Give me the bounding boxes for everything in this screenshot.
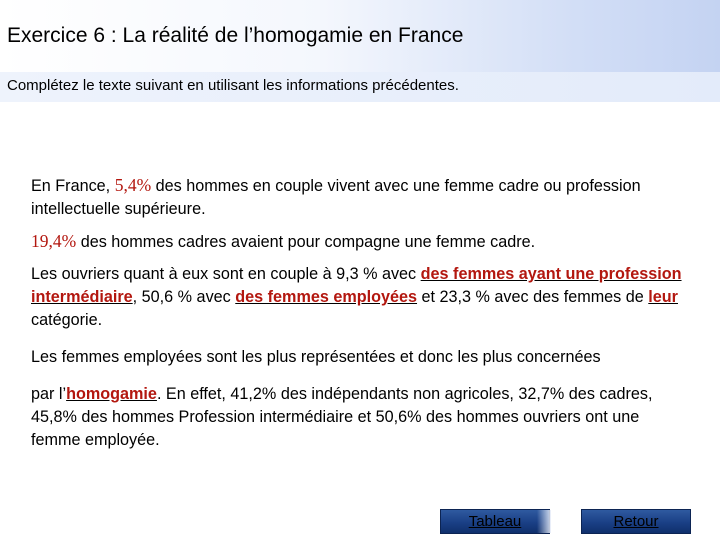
tableau-button[interactable]: Tableau [440, 509, 550, 534]
instructions: Complétez le texte suivant en utilisant les informations précédentes. [7, 77, 459, 94]
page-title: Exercice 6 : La réalité de l’homogamie en France [7, 24, 464, 47]
answer-profession-intermediaire: des femmes ayant une profession intermédiaire [31, 265, 682, 306]
paragraph-3: Les ouvriers quant à eux sont en couple à 9,3 % avec des femmes ayant une profession intermédiaire, 50,6 % avec des femmes employées et 23,3 % avec des femmes de leur catégorie. [31, 265, 682, 329]
paragraph-1: En France, 5,4% des hommes en couple vivent avec une femme cadre ou profession intellectuelle supérieure. [31, 175, 641, 218]
paragraph-4: Les femmes employées sont les plus représentées et donc les plus concernées [31, 348, 601, 366]
paragraph-2: 19,4% des hommes cadres avaient pour compagne une femme cadre. [31, 231, 536, 251]
answer-homogamie: homogamie [66, 385, 157, 403]
exercise-text [31, 174, 691, 461]
answer-femmes-employees: des femmes employées [235, 288, 418, 306]
paragraph-5: par l’homogamie. En effet, 41,2% des indépendants non agricoles, 32,7% des cadres, 45,8% des hommes Profession intermédiaire et 50,6% des hommes ouvriers ont une femme employée. [31, 385, 653, 449]
answer-19-4: 19,4% [31, 231, 77, 251]
answer-5-4: 5,4% [114, 175, 152, 195]
retour-button[interactable]: Retour [581, 509, 691, 534]
answer-leur: leur [648, 288, 678, 306]
